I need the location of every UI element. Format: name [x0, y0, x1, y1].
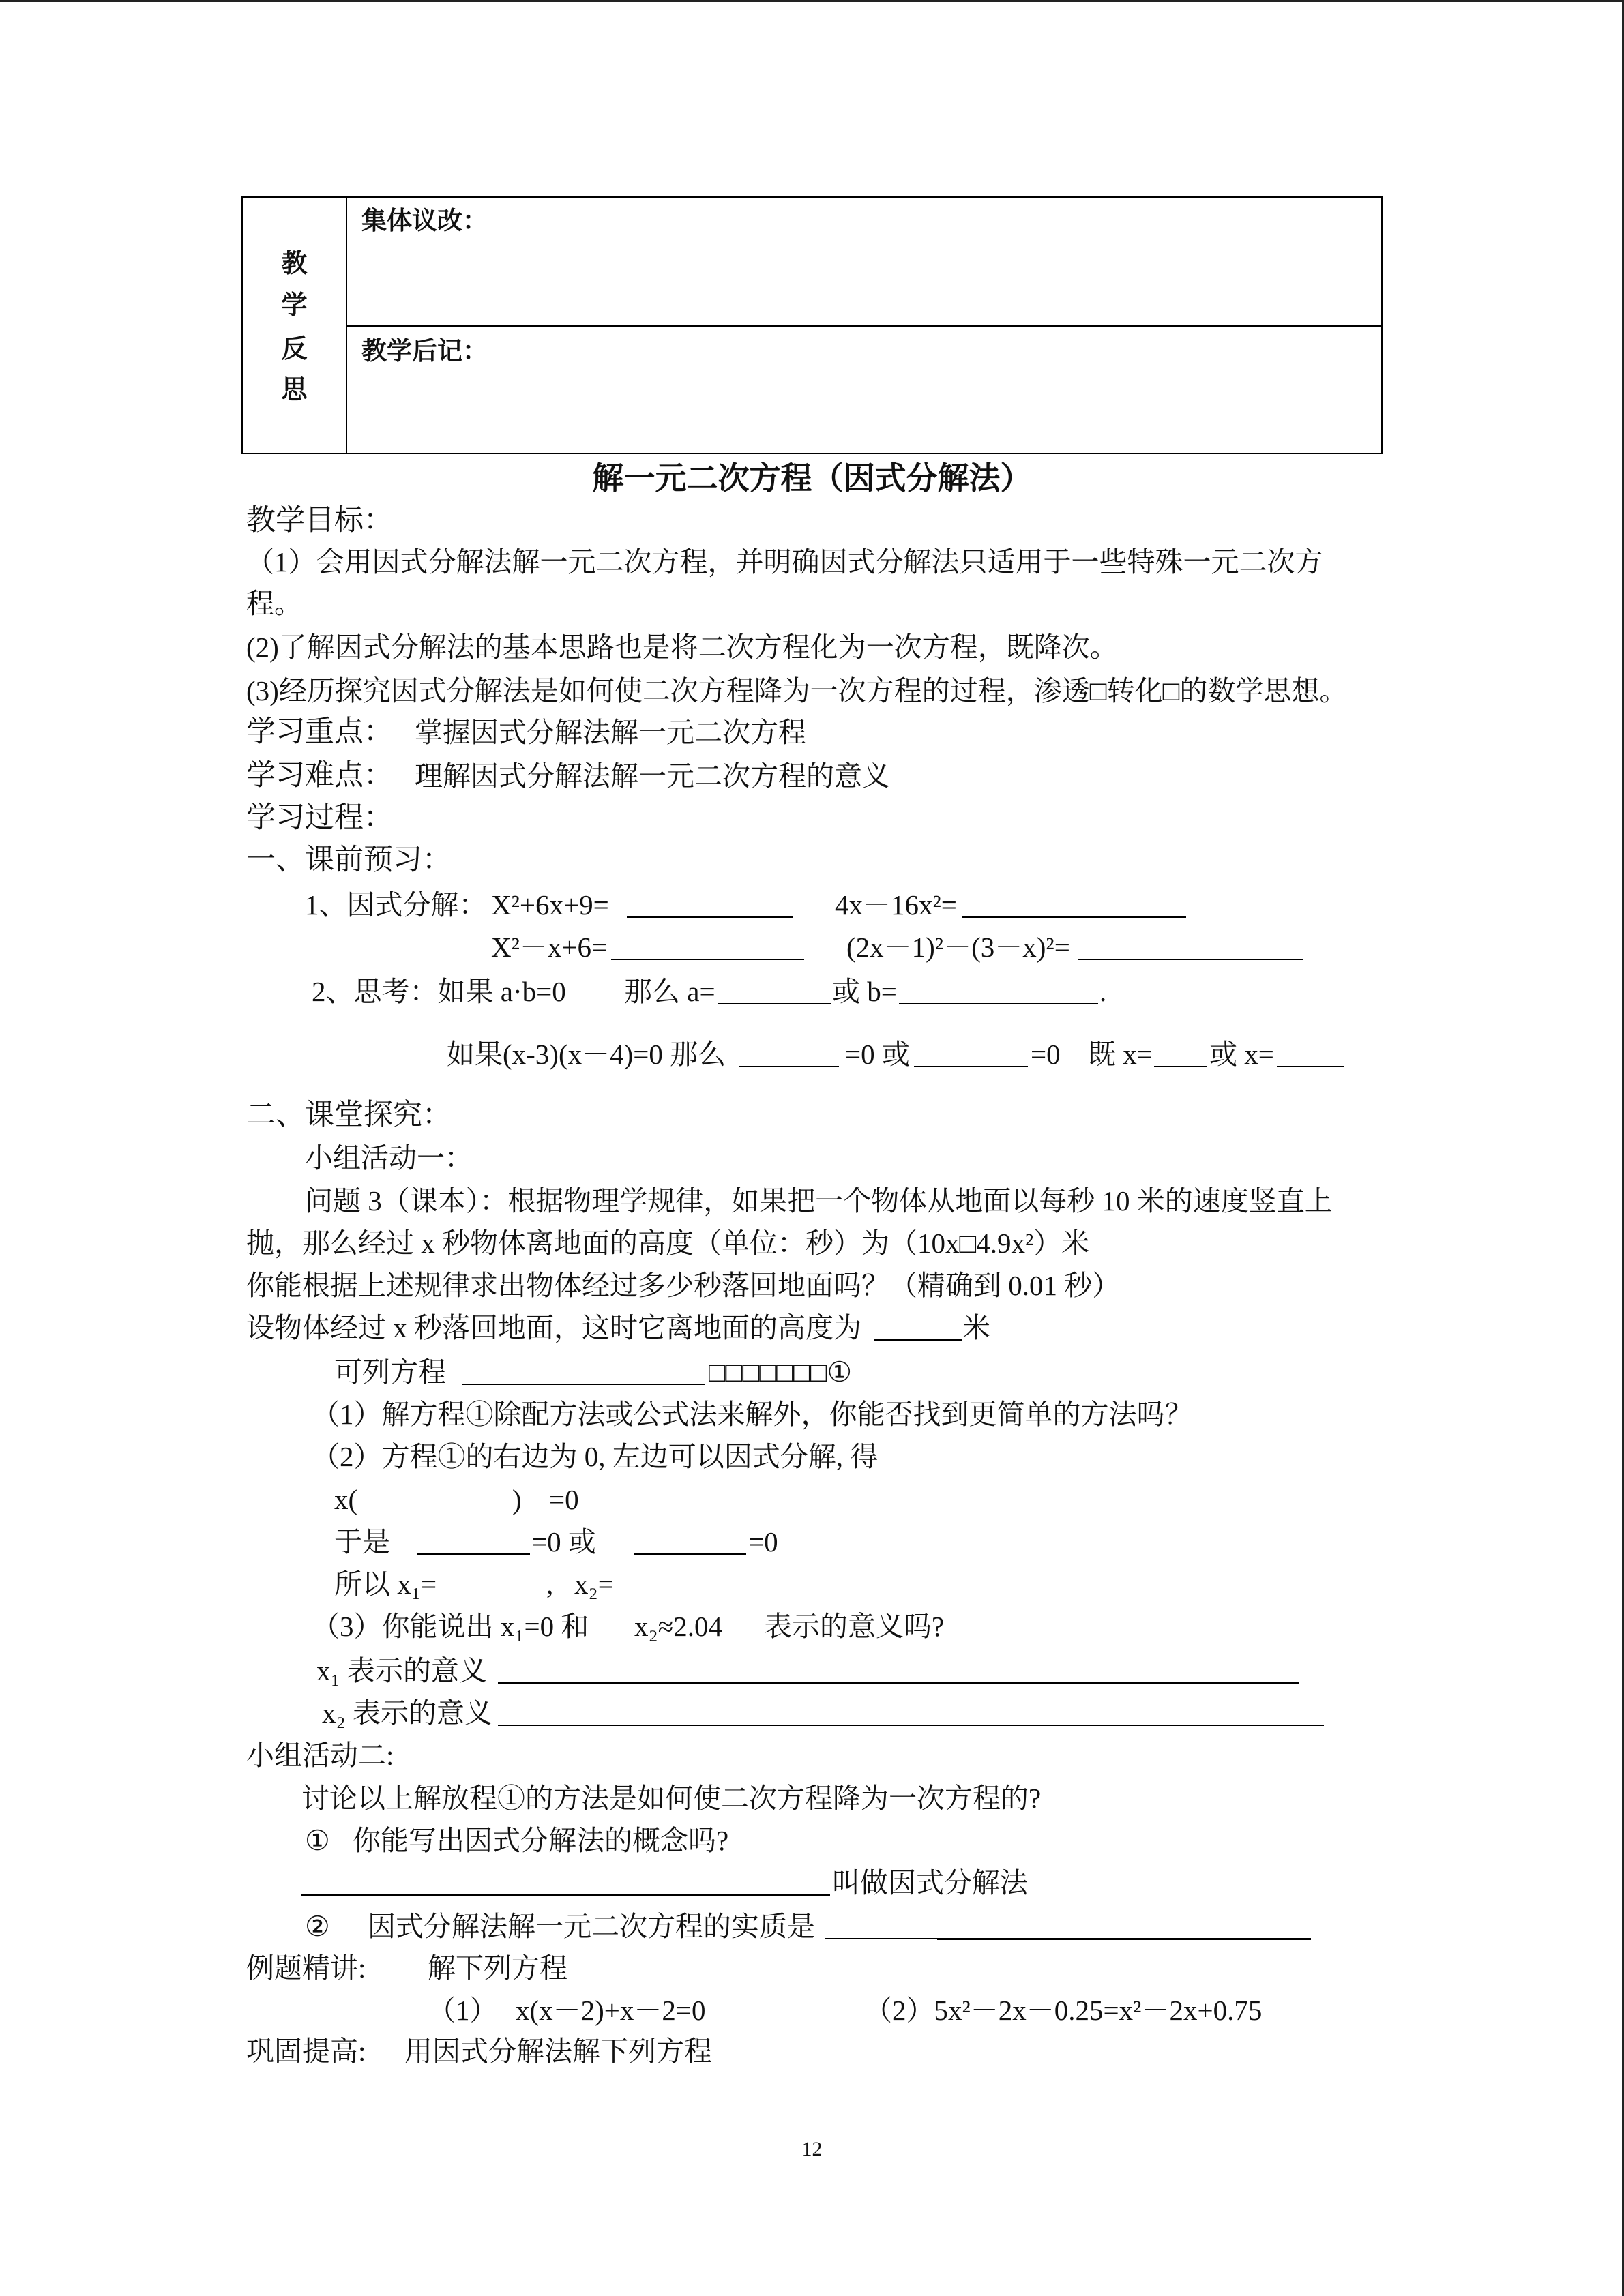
question-3-prefix: （3）你能说出 x₁=0 和	[312, 1611, 589, 1642]
factor-line-2	[0, 930, 1624, 964]
so-x: 既 x=	[1088, 1039, 1153, 1070]
exploration-heading-line	[0, 1099, 1624, 1133]
or-x: 或 x=	[1209, 1039, 1274, 1070]
activity-1-line	[0, 1141, 1624, 1175]
circled-one-marker: ①	[305, 1825, 330, 1856]
x2-meaning-line	[0, 1696, 1624, 1730]
page-edge-top	[0, 0, 1624, 2]
problem-text: 抛，那么经过 x 秒物体离地面的高度（单位：秒）为（10x□4.9x²）米	[246, 1227, 1090, 1259]
think-line	[0, 974, 1624, 1009]
objective-3-text: (3)经历探究因式分解法是如何使二次方程降为一次方程的过程，渗透□转化□的数学思想。	[246, 675, 1348, 706]
answer-blank	[962, 916, 1186, 918]
objective-1-line-1	[0, 545, 1624, 579]
factor-expression: 4x－16x²=	[835, 889, 957, 921]
objectives-heading-line	[0, 504, 1624, 538]
discuss-text: 讨论以上解放程①的方法是如何使二次方程降为一次方程的?	[301, 1783, 1042, 1814]
thus-eq-or: =0 或	[531, 1526, 596, 1557]
factor-label: 1、因式分解：	[305, 889, 487, 921]
process-heading-line	[0, 801, 1624, 835]
side-label-char: 教	[281, 248, 308, 278]
x1-meaning-label: x₁ 表示的意义	[316, 1655, 488, 1686]
factor-expression: X²+6x+9=	[491, 889, 609, 921]
roots-comma: ,	[546, 1568, 554, 1600]
answer-blank	[417, 1553, 530, 1555]
problem-text: 你能根据上述规律求出物体经过多少秒落回地面吗？（精确到 0.01 秒）	[246, 1270, 1121, 1301]
key-point-text: 掌握因式分解法解一元二次方程	[415, 717, 806, 748]
equation-marker: □□□□□□□①	[709, 1356, 853, 1388]
reflection-row-divider	[347, 325, 1381, 327]
objective-3-line	[0, 674, 1624, 708]
objective-1-text: （1）会用因式分解法解一元二次方程，并明确因式分解法只适用于一些特殊一元二次方	[246, 546, 1323, 578]
answer-blank	[874, 1339, 962, 1341]
height-unit: 米	[962, 1312, 990, 1343]
question-1-line	[0, 1397, 1624, 1431]
roots-line	[0, 1567, 1624, 1601]
answer-blank	[1154, 1066, 1207, 1067]
concept-question-line	[0, 1823, 1624, 1858]
examples-equations-line	[0, 1993, 1624, 2027]
page-number: 12	[801, 2138, 823, 2160]
answer-blank	[498, 1682, 1299, 1684]
answer-blank	[825, 1938, 937, 1939]
question-3-suffix: 表示的意义吗?	[764, 1611, 945, 1642]
think-then-a: 那么 a=	[624, 976, 715, 1007]
problem-line-1	[0, 1184, 1624, 1218]
exploration-heading: 二、课堂探究：	[246, 1099, 452, 1131]
thus-eq: =0	[748, 1526, 778, 1557]
essence-line	[0, 1909, 1624, 1943]
think-end: .	[1099, 976, 1107, 1007]
answer-blank	[301, 1894, 830, 1896]
x2-meaning-label: x₂ 表示的意义	[322, 1697, 493, 1729]
answer-blank	[899, 1003, 1098, 1004]
answer-blank	[718, 1003, 831, 1004]
factored-close: )	[512, 1484, 522, 1515]
page-title: 解一元二次方程（因式分解法）	[592, 461, 1032, 496]
problem-text: 问题 3（课本）：根据物理学规律，如果把一个物体从地面以每秒 10 米的速度竖直上	[305, 1185, 1333, 1217]
factor-expression: (2x－1)²－(3－x)²=	[846, 931, 1070, 963]
factor-line-1	[0, 888, 1624, 922]
key-point-label: 学习重点：	[246, 716, 393, 748]
factored-line	[0, 1482, 1624, 1517]
consolidation-line	[0, 2034, 1624, 2068]
thus-label: 于是	[334, 1526, 390, 1557]
factor-expression: X²－x+6=	[491, 931, 608, 963]
thus-line	[0, 1525, 1624, 1559]
answer-blank	[498, 1725, 1324, 1726]
preview-heading-line	[0, 844, 1624, 878]
side-label-char: 反	[281, 333, 308, 363]
activity-2-line	[0, 1738, 1624, 1772]
reflection-side-cell	[243, 198, 347, 453]
example-1-equation: x(x－2)+x－2=0	[516, 1995, 706, 2026]
eq-zero-or: =0 或	[845, 1039, 910, 1070]
essence-question: 因式分解法解一元二次方程的实质是	[368, 1911, 815, 1942]
discuss-line	[0, 1781, 1624, 1815]
examples-label: 例题精讲:	[246, 1952, 366, 1984]
circled-two-marker: ②	[305, 1911, 330, 1942]
collective-revision-label: 集体议改：	[361, 206, 488, 235]
height-line	[0, 1311, 1624, 1345]
problem-line-3	[0, 1268, 1624, 1302]
consolidation-label: 巩固提高:	[246, 2036, 366, 2067]
key-point-line	[0, 715, 1624, 749]
answer-blank	[627, 916, 793, 918]
teaching-notes-label: 教学后记：	[361, 336, 488, 366]
answer-blank	[739, 1066, 839, 1067]
objective-1-text-cont: 程。	[246, 588, 302, 619]
x1-meaning-line	[0, 1654, 1624, 1688]
equation-line	[0, 1355, 1624, 1389]
concept-suffix: 叫做因式分解法	[832, 1867, 1028, 1898]
think-prefix: 2、思考：如果 a·b=0	[312, 976, 566, 1007]
process-heading: 学习过程：	[246, 802, 393, 834]
reflection-table	[241, 196, 1383, 454]
difficulty-label: 学习难点：	[246, 760, 393, 792]
problem-line-2	[0, 1226, 1624, 1260]
question-2: （2）方程①的右边为 0, 左边可以因式分解, 得	[312, 1441, 879, 1472]
objective-2-text: (2)了解因式分解法的基本思路也是将二次方程化为一次方程，既降次。	[246, 631, 1118, 663]
objective-2-line	[0, 630, 1624, 664]
objectives-heading: 教学目标：	[246, 505, 393, 537]
difficulty-line	[0, 759, 1624, 793]
example-1-number: （1）	[428, 1995, 498, 2026]
concept-answer-line	[0, 1866, 1624, 1900]
product-zero-line	[0, 1037, 1624, 1071]
question-3-x2: x₂≈2.04	[634, 1611, 723, 1642]
factored-eq: =0	[549, 1484, 579, 1515]
eq-zero: =0	[1031, 1039, 1061, 1070]
examples-line	[0, 1951, 1624, 1985]
preview-heading: 一、课前预习：	[246, 844, 452, 876]
answer-blank	[634, 1553, 746, 1555]
x2-label: x₂=	[574, 1568, 614, 1600]
question-1: （1）解方程①除配方法或公式法来解外，你能否找到更简单的方法吗？	[312, 1399, 1193, 1430]
equation-label: 可列方程	[334, 1356, 446, 1388]
answer-blank	[611, 959, 804, 960]
answer-blank	[1078, 959, 1303, 960]
consolidation-instruction: 用因式分解法解下列方程	[404, 2036, 712, 2067]
so-x1: 所以 x₁=	[334, 1568, 437, 1600]
answer-blank	[937, 1938, 1311, 1940]
concept-question: 你能写出因式分解法的概念吗?	[353, 1825, 729, 1856]
answer-blank	[462, 1384, 705, 1385]
factored-open: x(	[334, 1484, 358, 1515]
side-label-char: 思	[281, 374, 308, 404]
think-or-b: 或 b=	[832, 976, 897, 1007]
activity-2-label: 小组活动二:	[246, 1740, 394, 1771]
difficulty-text: 理解因式分解法解一元二次方程的意义	[415, 760, 890, 792]
examples-instruction: 解下列方程	[428, 1952, 567, 1984]
example-2-equation: （2）5x²－2x－0.25=x²－2x+0.75	[864, 1995, 1263, 2026]
question-3-line	[0, 1609, 1624, 1643]
height-prompt: 设物体经过 x 秒落回地面，这时它离地面的高度为	[246, 1312, 861, 1343]
side-label-char: 学	[281, 290, 308, 320]
objective-1-line-2	[0, 586, 1624, 621]
question-2-line	[0, 1440, 1624, 1474]
answer-blank	[914, 1066, 1028, 1067]
if-product: 如果(x-3)(x－4)=0 那么	[447, 1039, 726, 1070]
answer-blank	[1277, 1066, 1344, 1067]
activity-1-label: 小组活动一：	[305, 1142, 473, 1174]
